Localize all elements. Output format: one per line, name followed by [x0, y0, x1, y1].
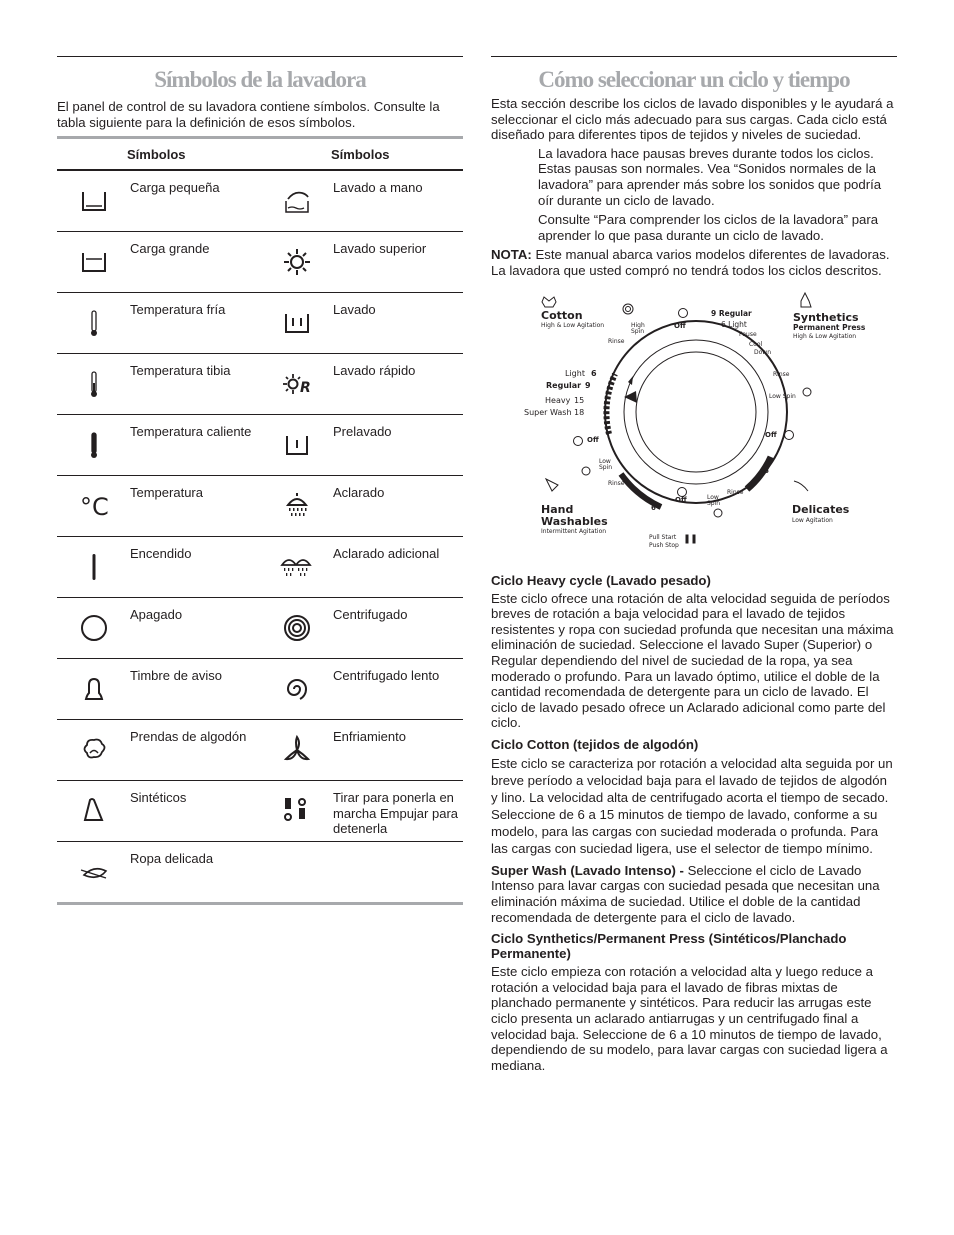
- power-on-icon: [57, 537, 130, 597]
- dial-cotton-sub: High & Low Agitation: [541, 321, 605, 329]
- temperature-icon: [57, 476, 130, 536]
- symbol-label: Lavado superior: [333, 241, 427, 257]
- symbol-cell: [260, 171, 463, 231]
- dial-rinse-3: Rinse: [608, 479, 625, 487]
- symbol-cell: [260, 476, 463, 536]
- symbol-label: Lavado a mano: [333, 180, 423, 196]
- symbol-cell: [57, 781, 260, 841]
- symbol-label: Enfriamiento: [333, 729, 406, 745]
- dial-high: High: [631, 321, 645, 329]
- cycle-dial-diagram: [491, 289, 897, 561]
- dial-six-c: 6: [651, 503, 656, 512]
- table-row: [57, 537, 463, 598]
- symbol-label: Ropa delicada: [130, 851, 214, 867]
- table-row: [57, 354, 463, 415]
- symbol-cell: [260, 354, 463, 414]
- symbol-label: Aclarado: [333, 485, 385, 501]
- cycles-intro: Esta sección describe los ciclos de lavado disponibles y le ayudará a seleccionar el ciclo más adecuado para sus cargas. Cada ciclo está diseñado para diferentes tipos de tejidos y niveles de suciedad.: [491, 96, 894, 143]
- dial-heavy: Heavy: [545, 395, 571, 405]
- dial-push-stop: Push Stop: [649, 541, 679, 549]
- table-row: [57, 598, 463, 659]
- dial-cotton: Cotton: [541, 308, 583, 322]
- symbol-label: Lavado rápido: [333, 363, 416, 379]
- symbol-cell: [57, 171, 260, 231]
- symbol-cell: [57, 415, 260, 475]
- dial-delicates: Delicates: [792, 502, 850, 516]
- symbol-label: Encendido: [130, 546, 192, 562]
- signal-bell-icon: [57, 659, 130, 719]
- dial-hand-sub: Intermittent Agitation: [541, 527, 607, 535]
- symbol-label: Temperatura fría: [130, 302, 226, 318]
- dial-off-right: Off: [765, 430, 777, 439]
- dial-eighteen: 18: [574, 407, 585, 417]
- dial-synthetics-sub1: Permanent Press: [793, 322, 866, 332]
- nota-text: Este manual abarca varios modelos diferentes de lavadoras. La lavadora que usted compró no tendrá todos los ciclos descritos.: [491, 247, 890, 278]
- symbol-cell: [260, 781, 463, 841]
- table-row: [57, 659, 463, 720]
- symbol-label: Centrifugado lento: [333, 668, 440, 684]
- symbol-cell: [57, 537, 260, 597]
- cold-temperature-icon: [57, 293, 130, 353]
- symbol-label: Apagado: [130, 607, 183, 623]
- symbol-cell: [57, 293, 260, 353]
- symbol-cell: [260, 415, 463, 475]
- consult-note: Consulte “Para comprender los ciclos de la lavadora” para aprender lo que pasa durante un ciclo de lavado.: [538, 212, 879, 243]
- spin-icon: [260, 598, 333, 658]
- symbol-label: Prendas de algodón: [130, 729, 247, 745]
- quick-wash-icon: [260, 354, 333, 414]
- symbol-label: Timbre de aviso: [130, 668, 222, 684]
- symbol-label: [333, 842, 461, 902]
- dial-regular9: 9 Regular: [711, 308, 752, 318]
- symbol-label: Tirar para ponerla en marcha Empujar para detenerla: [333, 790, 458, 836]
- pull-start-push-stop-icon: [260, 781, 333, 841]
- prewash-icon: [260, 415, 333, 475]
- nota-paragraph: [491, 247, 897, 278]
- pause-note: La lavadora hace pausas breves durante todos los ciclos. Estas pausas son normales. Vea “Sonidos normales de la lavadora” para aprender más sobre los sonidos que podría oír durante un ciclo de lavado.: [538, 145, 882, 208]
- dial-pull-start: Pull Start: [649, 533, 677, 541]
- dial-low-spin-right: Low Spin: [769, 392, 796, 400]
- dial-low: Low: [599, 457, 611, 465]
- superwash-label: Super Wash (Lavado Intenso) -: [491, 862, 684, 878]
- symbol-cell: [260, 598, 463, 658]
- table-row: [57, 781, 463, 842]
- symbol-label: Aclarado adicional: [333, 546, 440, 562]
- symbol-label: Lavado: [333, 302, 376, 318]
- delicates-icon: [57, 842, 130, 902]
- svg-text:R: R: [299, 380, 311, 397]
- symbol-cell: [260, 537, 463, 597]
- dial-nine: 9: [585, 380, 591, 390]
- table-row: [57, 842, 463, 902]
- dial-spin-b: Spin: [707, 499, 721, 507]
- section-synthetics: [491, 931, 897, 1073]
- heavy-heading: Ciclo Heavy cycle (Lavado pesado): [491, 572, 711, 588]
- symbol-cell: [57, 476, 260, 536]
- symbols-table: [57, 136, 463, 905]
- superior-wash-icon: [260, 232, 333, 292]
- synthetics-heading: Ciclo Synthetics/Permanent Press (Sintéticos/Planchado Permanente): [491, 931, 847, 962]
- wash-icon: [260, 293, 333, 353]
- synthetics-text: Este ciclo empieza con rotación a velocidad alta y luego reduce a rotación a velocidad baja para el lavado de fibras mixtas de planchado permanente y sintéticos. Para reducir las arrugas este ciclo presenta un aclarado antiarrugas y un centrifugado final a velocidad baja. Seleccione de 6 a 10 minutos de tiempo de lavado, dependiendo de su modelo, para lavar cargas con suciedad ligera a mediana.: [491, 964, 888, 1073]
- symbol-cell: [260, 659, 463, 719]
- symbol-label: Centrifugado: [333, 607, 408, 623]
- dial-synthetics-sub2: High & Low Agitation: [793, 332, 857, 340]
- symbol-label: Prelavado: [333, 424, 392, 440]
- dial-down: Down: [754, 348, 772, 356]
- cool-down-icon: [260, 720, 333, 780]
- section-cotton: [491, 737, 897, 857]
- superwash-paragraph: [491, 863, 897, 925]
- hot-temperature-icon: [57, 415, 130, 475]
- table-row: [57, 232, 463, 293]
- low-spin-icon: [260, 659, 333, 719]
- header-symbols-1: Símbolos: [127, 146, 186, 162]
- dial-light6: 6 Light: [721, 319, 747, 329]
- dial-off-left: Off: [587, 435, 599, 444]
- dial-delicates-sub: Low Agitation: [792, 516, 833, 524]
- symbols-intro: El panel de control de su lavadora contiene símbolos. Consulte la tabla siguiente para la definición de esos símbolos.: [57, 99, 440, 130]
- dial-pause: Pause: [739, 330, 757, 338]
- dial-six-b: 6: [764, 466, 769, 475]
- dial-spin-left: Spin: [599, 463, 613, 471]
- symbol-cell: [57, 842, 260, 902]
- cotton-text: Este ciclo se caracteriza por rotación a velocidad alta seguida por un breve período a velocidad baja para el lavado de tejidos de algodón y lino. La velocidad alta de centrifugado acorta el tiempo de secado. Seleccione de 6 a 15 minutos de tiempo de lavado, conforme a su modelo, para las cargas con suciedad moderada o profunda. Para las cargas con suciedad ligera, use el selector de tiempo mínimo.: [491, 755, 893, 856]
- table-row: [57, 293, 463, 354]
- symbol-label: Carga pequeña: [130, 180, 220, 196]
- symbol-label: Temperatura tibia: [130, 363, 231, 379]
- dial-light: Light: [565, 368, 585, 378]
- dial-cool: Cool: [749, 340, 763, 348]
- synthetics-icon: [57, 781, 130, 841]
- symbol-label: Carga grande: [130, 241, 210, 257]
- cycles-title: Cómo seleccionar un ciclo y tiempo: [538, 67, 850, 92]
- large-load-icon: [57, 232, 130, 292]
- dial-regular: Regular: [546, 380, 582, 390]
- power-off-icon: [57, 598, 130, 658]
- symbol-label: Sintéticos: [130, 790, 187, 806]
- cotton-heading: Ciclo Cotton (tejidos de algodón): [491, 736, 699, 752]
- table-header: [57, 139, 463, 171]
- dial-fifteen: 15: [574, 395, 585, 405]
- dial-low-b: Low: [707, 493, 719, 501]
- header-symbols-2: Símbolos: [331, 146, 390, 162]
- symbol-cell: [57, 659, 260, 719]
- symbols-column: [57, 56, 463, 905]
- svg-text:°C: °C: [79, 493, 109, 522]
- symbol-cell: [260, 842, 463, 902]
- symbol-cell: [57, 720, 260, 780]
- symbol-cell: [57, 232, 260, 292]
- dial-off-bottom: Off: [675, 495, 687, 504]
- hand-wash-icon: [260, 171, 333, 231]
- dial-spin: Spin: [631, 327, 645, 335]
- dial-six-a: 6: [591, 368, 597, 378]
- dial-hand: Hand: [541, 502, 574, 516]
- section-heavy: [491, 573, 897, 731]
- top-rule: [491, 56, 897, 57]
- table-row: [57, 415, 463, 476]
- table-row: [57, 476, 463, 537]
- dial-off-top: Off: [674, 321, 686, 330]
- warm-temperature-icon: [57, 354, 130, 414]
- cycles-column: [491, 56, 897, 1079]
- symbol-cell: [260, 232, 463, 292]
- dial-superwash: Super Wash: [524, 407, 572, 417]
- dial-rinse-2: Rinse: [773, 370, 790, 378]
- rinse-icon: [260, 476, 333, 536]
- symbol-label: Temperatura caliente: [130, 424, 252, 440]
- table-row: [57, 171, 463, 232]
- nota-label: NOTA:: [491, 247, 532, 263]
- dial-washables: Washables: [541, 514, 608, 528]
- symbol-cell: [260, 293, 463, 353]
- dial-rinse-1: Rinse: [608, 337, 625, 345]
- dial-synthetics: Synthetics: [793, 310, 859, 324]
- table-row: [57, 720, 463, 781]
- symbol-cell: [57, 598, 260, 658]
- symbol-cell: [57, 354, 260, 414]
- empty-icon-slot: [260, 842, 333, 902]
- superwash-text: Seleccione el ciclo de Lavado Intenso para lavar cargas con suciedad pesada que necesitan una eliminación máxima de suciedad. Utilice el doble de la cantidad recomendada de detergente para el ciclo de lavado.: [491, 862, 880, 925]
- extra-rinse-icon: [260, 537, 333, 597]
- cotton-icon: [57, 720, 130, 780]
- top-rule: [57, 56, 463, 57]
- symbols-title: Símbolos de la lavadora: [154, 67, 366, 92]
- dial-rinse-4: Rinse: [727, 488, 744, 496]
- symbol-label: Temperatura: [130, 485, 203, 501]
- symbol-cell: [260, 720, 463, 780]
- small-load-icon: [57, 171, 130, 231]
- heavy-text: Este ciclo ofrece una rotación de alta velocidad seguida de períodos breves de rotación a baja velocidad para el lavado de tejidos resistentes y ropa con suciedad profunda que necesitan una máxima eliminación de suciedad. Seleccione el lavado Super (Superior) o Regular dependiendo del nivel de suciedad de la ropa, ya sea moderado o profundo. Para un lavado óptimo, utilice el doble de la cantidad recomendada de detergente para un ciclo de lavado. El ciclo de lavado pesado ofrece un Aclarado adicional como parte del ciclo.: [491, 590, 894, 731]
